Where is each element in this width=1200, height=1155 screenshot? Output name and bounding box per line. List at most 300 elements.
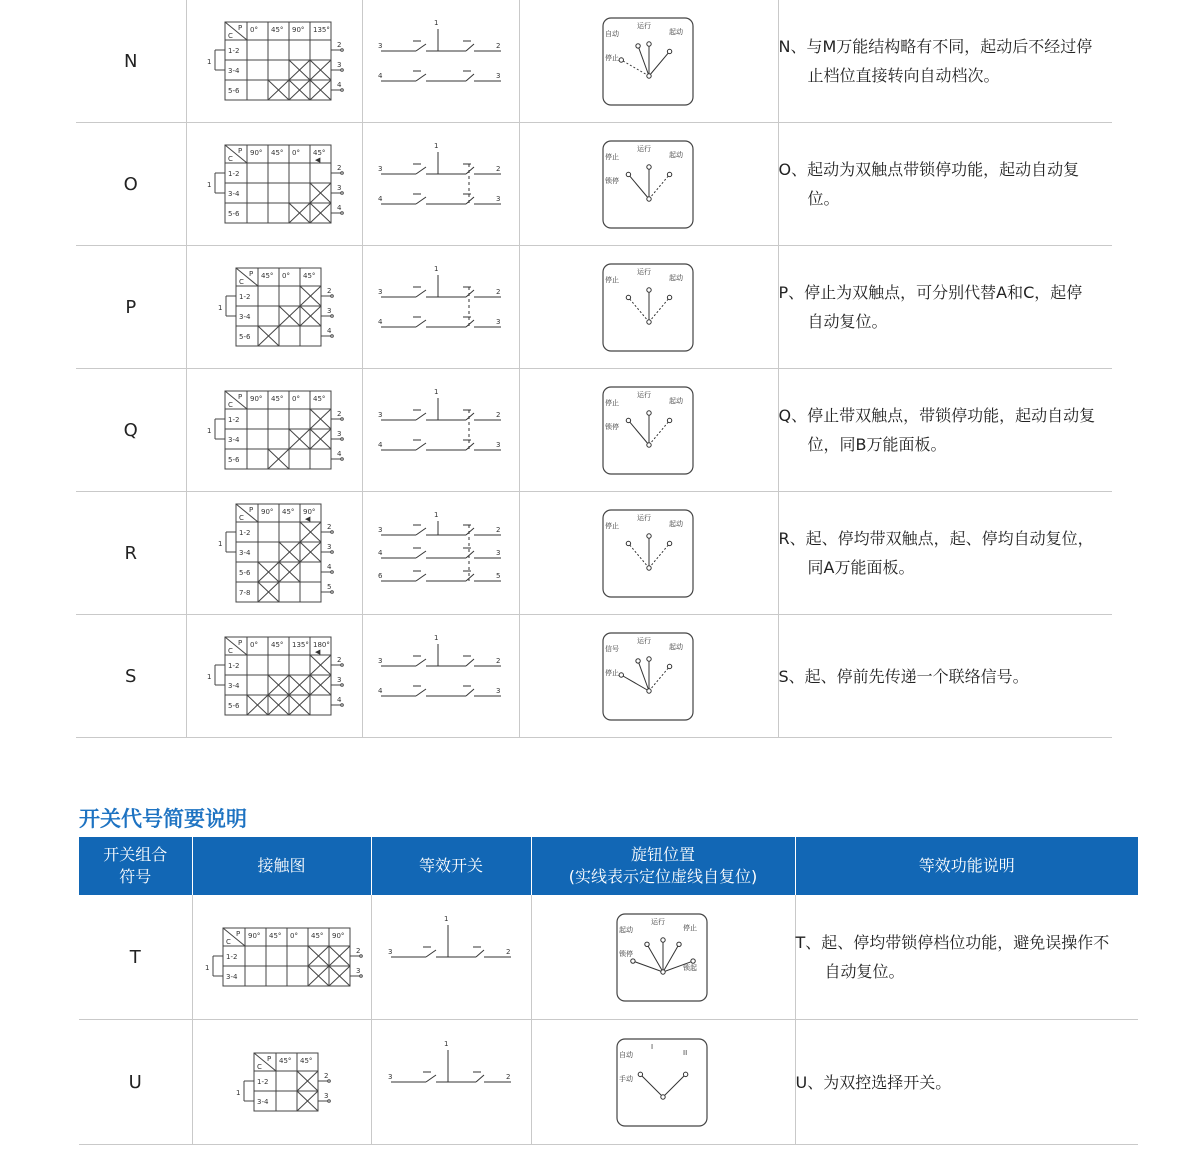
angle-label: 45° [271,26,284,34]
terminal-number: 3 [495,72,500,80]
grid-c-label: C [228,155,233,163]
switch-lines [381,29,501,81]
contact-diagram-cell [192,895,371,1020]
knob-cell [519,0,778,123]
terminal-number: 4 [377,195,382,203]
switch-blade [466,413,474,420]
switch-blade [416,197,426,204]
terminal-dot [331,551,334,554]
terminal-dot [341,418,344,421]
angle-label: 135° [313,26,330,34]
pair-label: 1-2 [228,170,240,178]
angle-label: 90° [261,508,274,516]
knob-diagram [613,910,713,1005]
angle-label: 45° [271,641,284,649]
knob-diagram [613,1035,713,1130]
knob-cell [531,895,795,1020]
switch-code: Q [76,369,186,492]
pair-label: 7-8 [239,589,251,597]
switch-blade [416,574,426,581]
terminal-number: 1 [218,304,223,312]
switch-code: O [76,123,186,246]
terminal-number: 2 [495,657,500,665]
terminal-dot [341,172,344,175]
terminal-dot [331,571,334,574]
equivalent-switch [366,503,516,603]
terminal-number: 4 [377,72,382,80]
table-row [76,246,1112,369]
knob-cell [519,492,778,615]
knob-cell [531,1020,795,1145]
contact-diagram-cell [186,0,362,123]
contact-diagram [189,6,359,116]
terminal-number: 1 [444,915,449,923]
terminal-dot [359,955,362,958]
equivalent-switch [376,1032,526,1132]
switch-blade [416,659,426,666]
switch-blade [416,290,426,297]
switch-cell [362,369,519,492]
contact-diagram [189,129,359,239]
terminal-dot [341,458,344,461]
pair-label: 1-2 [256,1078,268,1086]
pair-label: 3-4 [228,682,240,690]
terminal-number: 3 [377,526,382,534]
knob-label: 运行 [636,267,651,276]
section-title: 开关代号简要说明 [79,807,247,831]
knob-position-dot [646,41,650,45]
description-cell [795,1020,1138,1145]
angle-label: 45° [282,508,295,516]
grid-c-label: C [228,32,233,40]
header-knob: 旋钮位置 (实线表示定位虚线自复位) [531,837,795,895]
knob-label: 停止 [604,152,619,161]
description-cell [778,123,1112,246]
knob-position-dot [645,942,649,946]
terminal-number: 2 [506,1073,511,1081]
contact-diagram [189,375,359,485]
contact-diagram [189,252,359,362]
arrow-mark: ◀ [305,515,311,523]
knob-position-dot [646,287,650,291]
switch-lines [381,521,501,581]
knob-cell [519,369,778,492]
grid-p-label: P [238,24,243,32]
terminal-number: 3 [337,184,342,192]
knob-position-dot [646,656,650,660]
terminal-number: 2 [327,287,332,295]
knob-label: 停止 [604,521,619,530]
switch-blade [466,443,474,450]
grid-p-label: P [235,930,240,938]
terminal-number: 5 [495,572,500,580]
description-text: T、起、停均带锁停档位功能，避免误操作不自动复位。 [795,933,1110,981]
switch-cell [362,123,519,246]
terminal-number: 4 [377,441,382,449]
switch-blade [466,197,474,204]
terminal-dot [331,531,334,534]
switch-blade [466,528,474,535]
knob-label: 锁停 [604,422,619,431]
contact-diagram [197,1027,367,1137]
grid-c-label: C [239,514,244,522]
terminal-dot [327,1100,330,1103]
description-cell [778,615,1112,738]
description-text: U、为双控选择开关。 [795,1072,952,1092]
terminal-number: 5 [327,583,332,591]
switch-blade [466,659,474,666]
knob-position-dot [631,958,635,962]
grid-p-label: P [238,147,243,155]
terminal-number: 1 [433,142,438,150]
knob-diagram [599,629,699,724]
angle-label: 0° [289,932,298,940]
terminal-number: 1 [433,634,438,642]
switch-blade [416,74,426,81]
switch-blade [466,689,474,696]
angle-label: 90° [303,508,316,516]
knob-label: 手动 [619,1074,633,1083]
switch-blade [416,551,426,558]
pair-label: 5-6 [239,569,251,577]
terminal-number: 3 [337,61,342,69]
switch-lines [381,275,501,327]
knob-position-dot [667,664,671,668]
terminal-number: 1 [207,673,212,681]
terminal-number: 3 [377,165,382,173]
knob-position-dot [638,1072,642,1076]
angle-label: 45° [303,272,316,280]
knob-label: 锁停 [604,176,619,185]
terminal-number: 4 [337,81,342,89]
header-equiv: 等效开关 [371,837,531,895]
knob-center [661,969,665,973]
knob-position-dot [619,57,623,61]
angle-label: 45° [261,272,274,280]
description-text: N、与M万能结构略有不同，起动后不经过停止档位直接转向自动档次。 [778,37,1093,85]
table-row [76,123,1112,246]
terminal-dot [327,1080,330,1083]
description-text: P、停止为双触点，可分别代替A和C，起停自动复位。 [778,283,1083,331]
terminal-dot [341,664,344,667]
terminal-dot [331,295,334,298]
equivalent-switch [376,907,526,1007]
contact-diagram-cell [186,369,362,492]
angle-label: 135° [292,641,309,649]
knob-label: 起动 [668,27,683,36]
terminal-number: 1 [218,540,223,548]
switch-blade [416,443,426,450]
terminal-number: 2 [323,1072,328,1080]
knob-position-dot [683,1072,687,1076]
terminal-number: 2 [495,526,500,534]
knob-diagram [599,137,699,232]
terminal-number: 4 [337,450,342,458]
knob-label: 起动 [668,396,683,405]
terminal-number: 4 [377,549,382,557]
terminal-dot [341,89,344,92]
terminal-number: 4 [337,696,342,704]
knob-position-dot [667,49,671,53]
angle-label: 90° [250,149,263,157]
terminal-number: 1 [444,1040,449,1048]
terminal-number: 3 [377,657,382,665]
description-text: Q、停止带双触点，带锁停功能，起动自动复位，同B万能面板。 [778,406,1096,454]
terminal-number: 2 [495,288,500,296]
switch-blade [426,1075,436,1082]
knob-position-dot [626,172,630,176]
contact-diagram-cell [186,246,362,369]
angle-label: 0° [250,641,258,649]
terminal-dot [331,591,334,594]
terminal-dot [331,315,334,318]
terminal-number: 1 [207,181,212,189]
knob-label: 起动 [668,642,683,651]
knob-position-dot [667,418,671,422]
knob-position-dot [667,172,671,176]
angle-label: 90° [292,26,305,34]
knob-label: 停止 [604,275,619,284]
terminal-number: 2 [327,523,332,531]
knob-label: 运行 [636,390,651,399]
description-text: O、起动为双触点带锁停功能，起动自动复位。 [778,160,1080,208]
equivalent-switch [366,134,516,234]
knob-cell [519,246,778,369]
contact-diagram-cell [186,615,362,738]
knob-label: 锁起 [683,963,697,972]
knob-label: 锁停 [619,949,633,958]
description-cell [778,246,1112,369]
terminal-dot [341,212,344,215]
switch-cell [371,895,531,1020]
contact-diagram [189,498,359,608]
grid-c-label: C [239,278,244,286]
knob-label: 运行 [636,21,651,30]
angle-label: 90° [331,932,344,940]
knob-position-dot [646,410,650,414]
knob-position-dot [691,958,695,962]
terminal-number: 3 [495,687,500,695]
equivalent-switch [366,11,516,111]
switch-blade [426,950,436,957]
switch-lines [381,398,501,450]
terminal-number: 2 [495,165,500,173]
description-cell [778,0,1112,123]
knob-position-dot [626,418,630,422]
pair-label: 3-4 [256,1098,268,1106]
knob-label: 停止 [604,53,619,62]
switch-code: S [76,615,186,738]
grid-c-label: C [225,938,231,946]
switch-blade [416,320,426,327]
pair-label: 3-4 [228,67,240,75]
knob-label: 信号 [604,644,619,653]
angle-label: 45° [268,932,281,940]
pair-label: 3-4 [228,436,240,444]
angle-label: 0° [282,272,290,280]
terminal-number: 1 [204,964,209,972]
angle-label: 45° [278,1057,291,1065]
terminal-number: 3 [377,42,382,50]
switch-code: R [76,492,186,615]
terminal-number: 3 [377,288,382,296]
knob-label: 停止 [604,668,619,677]
terminal-number: 3 [327,307,332,315]
grid-c-label: C [228,647,233,655]
equivalent-switch [366,380,516,480]
pair-label: 5-6 [228,456,240,464]
grid-c-label: C [228,401,233,409]
knob-center [646,442,650,446]
terminal-number: 2 [337,410,342,418]
table-row [79,1020,1138,1145]
switch-code: N [76,0,186,123]
table-row [76,369,1112,492]
knob-center [646,688,650,692]
description-cell [778,492,1112,615]
terminal-dot [341,69,344,72]
pair-label: 5-6 [228,87,240,95]
switch-cell [371,1020,531,1145]
switch-cell [362,246,519,369]
knob-position-dot [626,295,630,299]
angle-label: 90° [247,932,260,940]
terminal-number: 3 [388,1073,393,1081]
terminal-number: 2 [495,411,500,419]
pair-label: 1-2 [228,47,240,55]
terminal-number: 2 [337,656,342,664]
knob-label: 停止 [604,398,619,407]
terminal-number: 3 [495,318,500,326]
angle-label: 0° [250,26,258,34]
knob-center [661,1094,665,1098]
knob-label: II [683,1048,688,1057]
contact-diagram-cell [186,123,362,246]
terminal-number: 1 [433,511,438,519]
knob-label: 起动 [668,519,683,528]
terminal-number: 1 [207,427,212,435]
switch-blade [466,167,474,174]
knob-position-dot [667,295,671,299]
knob-label: 运行 [636,636,651,645]
terminal-number: 1 [433,19,438,27]
terminal-dot [331,335,334,338]
pair-label: 1-2 [228,416,240,424]
knob-label: 运行 [651,917,665,926]
terminal-number: 1 [207,58,212,66]
angle-label: 45° [299,1057,312,1065]
terminal-number: 6 [377,572,382,580]
terminal-number: 3 [388,948,393,956]
arrow-mark: ◀ [315,648,321,656]
terminal-number: 3 [495,441,500,449]
knob-label: 自动 [619,1050,633,1059]
terminal-number: 4 [327,563,332,571]
switch-blade [416,167,426,174]
arrow-mark: ◀ [315,156,321,164]
knob-label: 起动 [668,150,683,159]
switch-blade [466,74,474,81]
knob-label: 起动 [668,273,683,282]
angle-label: 45° [313,395,326,403]
grid-c-label: C [256,1063,262,1071]
knob-position-dot [619,672,623,676]
pair-label: 5-6 [239,333,251,341]
equivalent-switch [366,257,516,357]
knob-position-dot [626,541,630,545]
contact-diagram-cell [192,1020,371,1145]
pair-label: 5-6 [228,702,240,710]
terminal-dot [359,975,362,978]
switch-lines [381,152,501,204]
terminal-number: 4 [337,204,342,212]
terminal-dot [341,192,344,195]
knob-diagram [599,260,699,355]
knob-center [646,319,650,323]
knob-cell [519,123,778,246]
terminal-number: 3 [377,411,382,419]
contact-diagram-cell [186,492,362,615]
description-text: R、起、停均带双触点，起、停均自动复位，同A万能面板。 [778,529,1094,577]
header-symbol: 开关组合 符号 [79,837,192,895]
terminal-dot [341,704,344,707]
terminal-number: 4 [327,327,332,335]
terminal-number: 2 [506,948,511,956]
terminal-number: 4 [377,318,382,326]
angle-label: 0° [292,395,300,403]
knob-center [646,73,650,77]
switch-blade [476,950,484,957]
angle-label: 45° [271,149,284,157]
knob-label: 起动 [619,925,633,934]
terminal-number: 1 [433,265,438,273]
pair-label: 3-4 [228,190,240,198]
knob-position-dot [667,541,671,545]
switch-lines [391,925,511,957]
pair-label: 3-4 [239,313,251,321]
knob-center [646,196,650,200]
header-contact: 接触图 [192,837,371,895]
switch-blade [466,574,474,581]
terminal-number: 2 [337,41,342,49]
terminal-number: 3 [323,1092,328,1100]
knob-label: 运行 [636,144,651,153]
grid-p-label: P [266,1055,271,1063]
knob-label: 停止 [683,923,697,932]
pair-label: 5-6 [228,210,240,218]
angle-label: 45° [313,149,326,157]
switch-blade [416,528,426,535]
switch-blade [416,689,426,696]
knob-label: I [651,1042,654,1051]
switch-blade [466,44,474,51]
contact-diagram [197,902,367,1012]
grid-p-label: P [249,506,254,514]
pair-label: 1-2 [228,662,240,670]
terminal-number: 3 [337,430,342,438]
pair-label: 1-2 [239,293,251,301]
knob-center [646,565,650,569]
lower-table [79,837,1138,1145]
terminal-number: 1 [433,388,438,396]
pair-label: 3-4 [239,549,251,557]
switch-blade [476,1075,484,1082]
terminal-dot [341,684,344,687]
switch-blade [466,551,474,558]
terminal-dot [341,49,344,52]
switch-lines [381,644,501,696]
table-row [76,492,1112,615]
